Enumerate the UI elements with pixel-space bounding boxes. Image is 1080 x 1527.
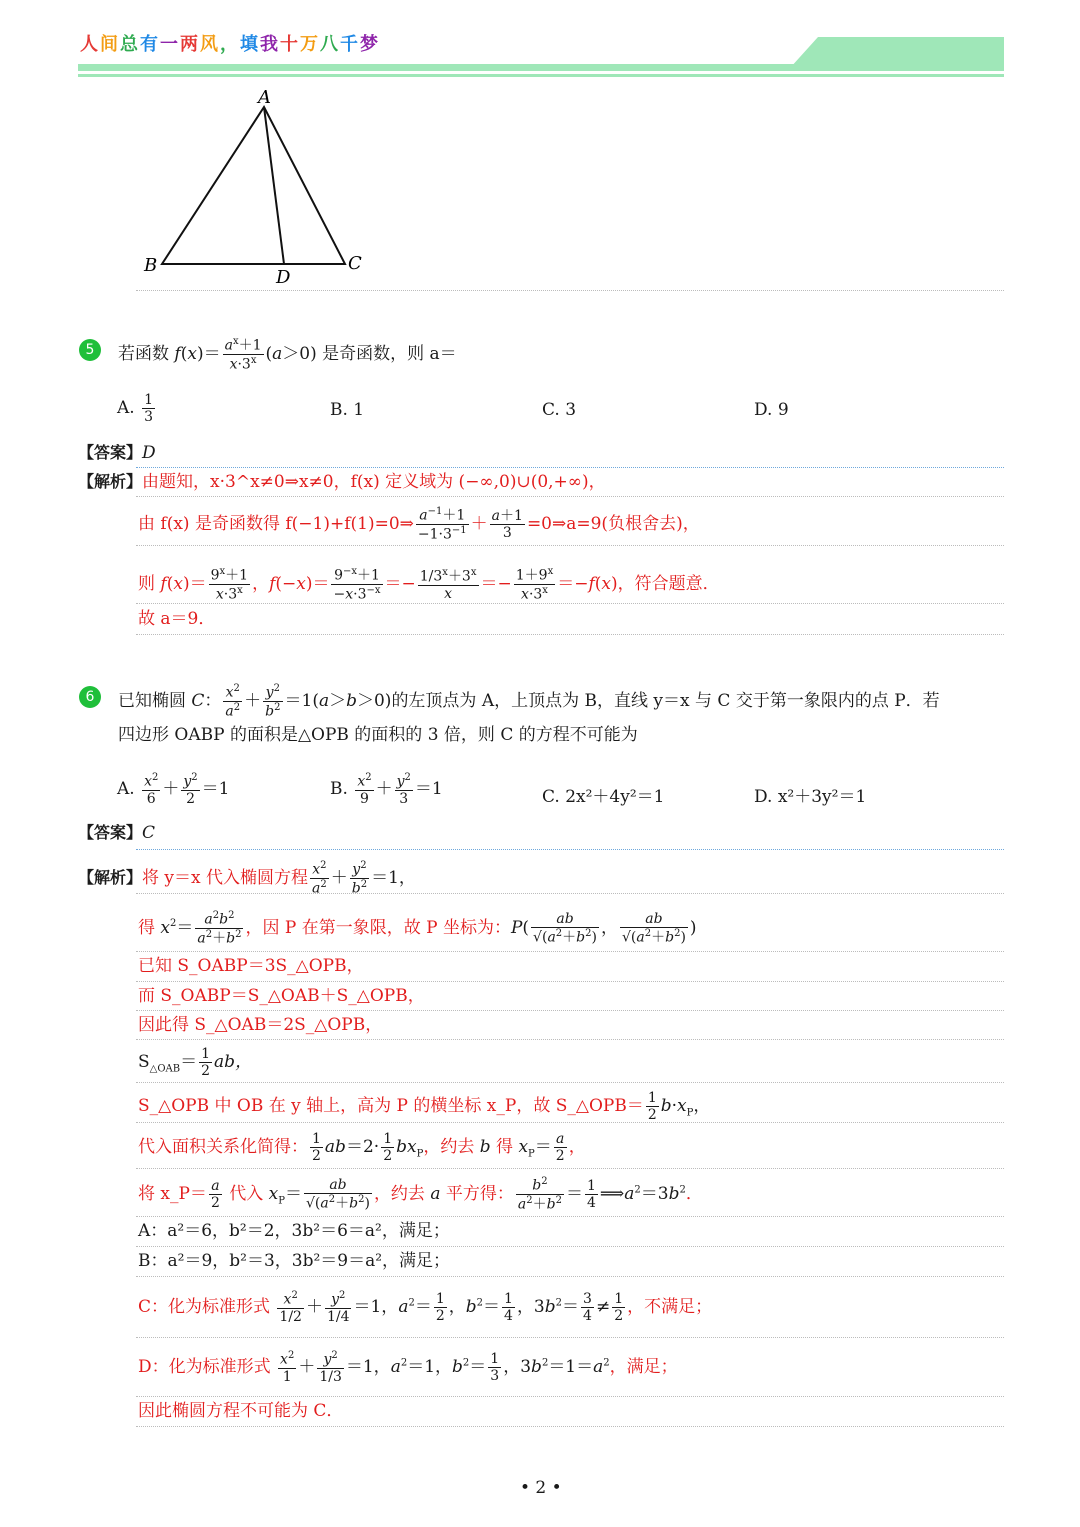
q5-answer: 【答案】D <box>78 443 156 463</box>
q5-analysis-line-1: 【解析】由题知，x·3^x≠0⇒x≠0，f(x) 定义域为 (−∞,0)∪(0,+∞)， <box>78 472 606 492</box>
q6-analysis-line-9: 将 x_P＝ $\frac{a}{2}$ 代入 $x_P=$ $\frac{ab}{√(a^2+b^2)}$ ，约去 a 平方得： $\frac{b^2}{a^2+b^2}$ ＝ $\frac{1}{4}$ $⟹a^2=3b^2$． <box>138 1176 703 1213</box>
divider <box>136 1082 1004 1083</box>
q5-option-d[interactable]: D. 9 <box>754 400 789 420</box>
header-motto: 人间总有一两风，填我十万八千梦 <box>80 34 380 55</box>
divider <box>136 1039 1004 1040</box>
q6-analysis-line-14: 因此椭圆方程不可能为 C． <box>138 1401 344 1421</box>
q6-stem-line-2: 四边形 OABP 的面积是△OPB 的面积的 3 倍，则 C 的方程不可能为 <box>118 725 638 745</box>
divider <box>136 1010 1004 1011</box>
q6-option-b[interactable]: B. $\frac{x^2}{9}$ ＋ $\frac{y^2}{3}$ ＝1 <box>330 772 443 807</box>
q6-analysis-line-4: 而 S_OABP＝S_△OAB＋S_△OPB， <box>138 986 425 1006</box>
divider <box>136 545 1004 546</box>
q6-analysis-line-8: 代入面积关系化简得： $\frac{1}{2}$ ab＝2· $\frac{1}{2}$ $bx_P$，约去 b 得 $x_P=$ $\frac{a}{2}$ ， <box>138 1131 586 1165</box>
header-rule-thin <box>78 74 1004 77</box>
q6-analysis-line-1: 【解析】将 y＝x 代入椭圆方程 $\frac{x^2}{a^2}$ ＋ $\frac{y^2}{b^2}$ ＝1， <box>78 860 416 897</box>
q6-analysis-line-12: C：化为标准形式 $\frac{x^2}{1/2}$ ＋ $\frac{y^2}{1/4}$ ＝1，$a^2=$ $\frac{1}{2}$ ，$b^2=$ $\frac{1}{4}$ ，$3b^2=$ $\frac{3}{4}$ ≠ $\frac{1}{2}$ ，不满足； <box>138 1290 713 1325</box>
question-number-badge: 5 <box>79 339 101 361</box>
divider <box>136 1337 1004 1338</box>
divider <box>136 893 1004 894</box>
q6-option-c[interactable]: C. 2x²＋4y²＝1 <box>542 787 665 807</box>
divider <box>136 1122 1004 1123</box>
q6-option-a[interactable]: A. $\frac{x^2}{6}$ ＋ $\frac{y^2}{2}$ ＝1 <box>117 772 230 807</box>
divider <box>136 1246 1004 1247</box>
q6-option-d[interactable]: D. x²＋3y²＝1 <box>754 787 867 807</box>
header-rule <box>78 64 1004 71</box>
q5-option-c[interactable]: C. 3 <box>542 400 577 420</box>
q5-option-a[interactable]: A. $\frac{1}{3}$ <box>117 392 154 426</box>
divider <box>136 1426 1004 1427</box>
vertex-label-b: B <box>144 255 158 276</box>
divider <box>136 290 1004 291</box>
q6-analysis-line-5: 因此得 S_△OAB＝2S_△OPB， <box>138 1015 383 1035</box>
divider <box>136 1276 1004 1277</box>
q6-answer: 【答案】C <box>78 823 156 843</box>
question-number-badge: 6 <box>79 686 101 708</box>
vertex-label-a: A <box>258 87 271 108</box>
q6-analysis-line-3: 已知 S_OABP＝3S_△OPB， <box>138 956 364 976</box>
divider <box>136 1396 1004 1397</box>
divider <box>136 467 1004 468</box>
q6-stem-line-1: 已知椭圆 C： $\frac{x^2}{a^2}$ ＋ $\frac{y^2}{b^2}$ ＝1(a＞b＞0)的左顶点为 A，上顶点为 B，直线 y＝x 与 C 交于第一象限内的点 P．若 <box>118 683 940 720</box>
q5-analysis-line-4: 故 a＝9． <box>138 609 216 629</box>
q6-analysis-line-11: B：a²＝9，b²＝3，3b²＝9＝a²，满足； <box>138 1251 451 1271</box>
q5-analysis-line-3: 则 f(x)＝ $\frac{9^x+1}{x\cdot 3^x}$ ，f(−x)＝ $\frac{9^{-x}+1}{-x\cdot 3^{-x}}$ ＝− $\frac{1/3^x+3^x}{x}$ ＝− $\frac{1+9^x}{x\cdot 3^x}$ ＝−f(x)，符合题意． <box>138 566 720 603</box>
q6-analysis-line-10: A：a²＝6，b²＝2，3b²＝6＝a²，满足； <box>138 1221 450 1241</box>
divider <box>136 849 1004 850</box>
q5-stem: 若函数 f(x)＝ $\frac{a^x+1}{x\cdot 3^x}$ (a＞0) 是奇函数，则 a＝ <box>118 336 457 373</box>
vertex-label-d: D <box>276 267 291 288</box>
divider <box>136 634 1004 635</box>
divider <box>136 951 1004 952</box>
q5-analysis-line-2: 由 f(x) 是奇函数得 f(−1)+f(1)=0⇒ $\frac{a^{-1}+1}{-1\cdot 3^{-1}}$ ＋ $\frac{a+1}{3}$ =0⇒a=9(负根舍去)， <box>138 506 700 543</box>
divider <box>136 496 1004 497</box>
divider <box>136 981 1004 982</box>
divider <box>136 1168 1004 1169</box>
divider <box>136 1216 1004 1217</box>
page-number: • 2 • <box>520 1478 562 1498</box>
divider <box>136 603 1004 604</box>
vertex-label-c: C <box>348 253 362 274</box>
q5-option-b[interactable]: B. 1 <box>330 400 365 420</box>
q6-analysis-line-7: S_△OPB 中 OB 在 y 轴上，高为 P 的横坐标 x_P，故 S_△OPB＝ $\frac{1}{2}$ $b\cdot x_P$， <box>138 1090 711 1124</box>
q6-analysis-line-6: $S_{\triangle OAB}=$ $\frac{1}{2}$ ab， <box>138 1046 253 1080</box>
triangle-figure <box>140 85 380 290</box>
q6-analysis-line-13: D：化为标准形式 $\frac{x^2}{1}$ ＋ $\frac{y^2}{1/3}$ ＝1，$a^2=1$，$b^2=$ $\frac{1}{3}$ ，$3b^2=1=a^2$，满足； <box>138 1350 678 1385</box>
q6-analysis-line-2: 得 $x^2=$ $\frac{a^2b^2}{a^2+b^2}$ ，因 P 在第一象限，故 P 坐标为：P( $\frac{ab}{√(a^2+b^2)}$ ， $\frac{ab}{√(a^2+b^2)}$ ) <box>138 910 697 947</box>
